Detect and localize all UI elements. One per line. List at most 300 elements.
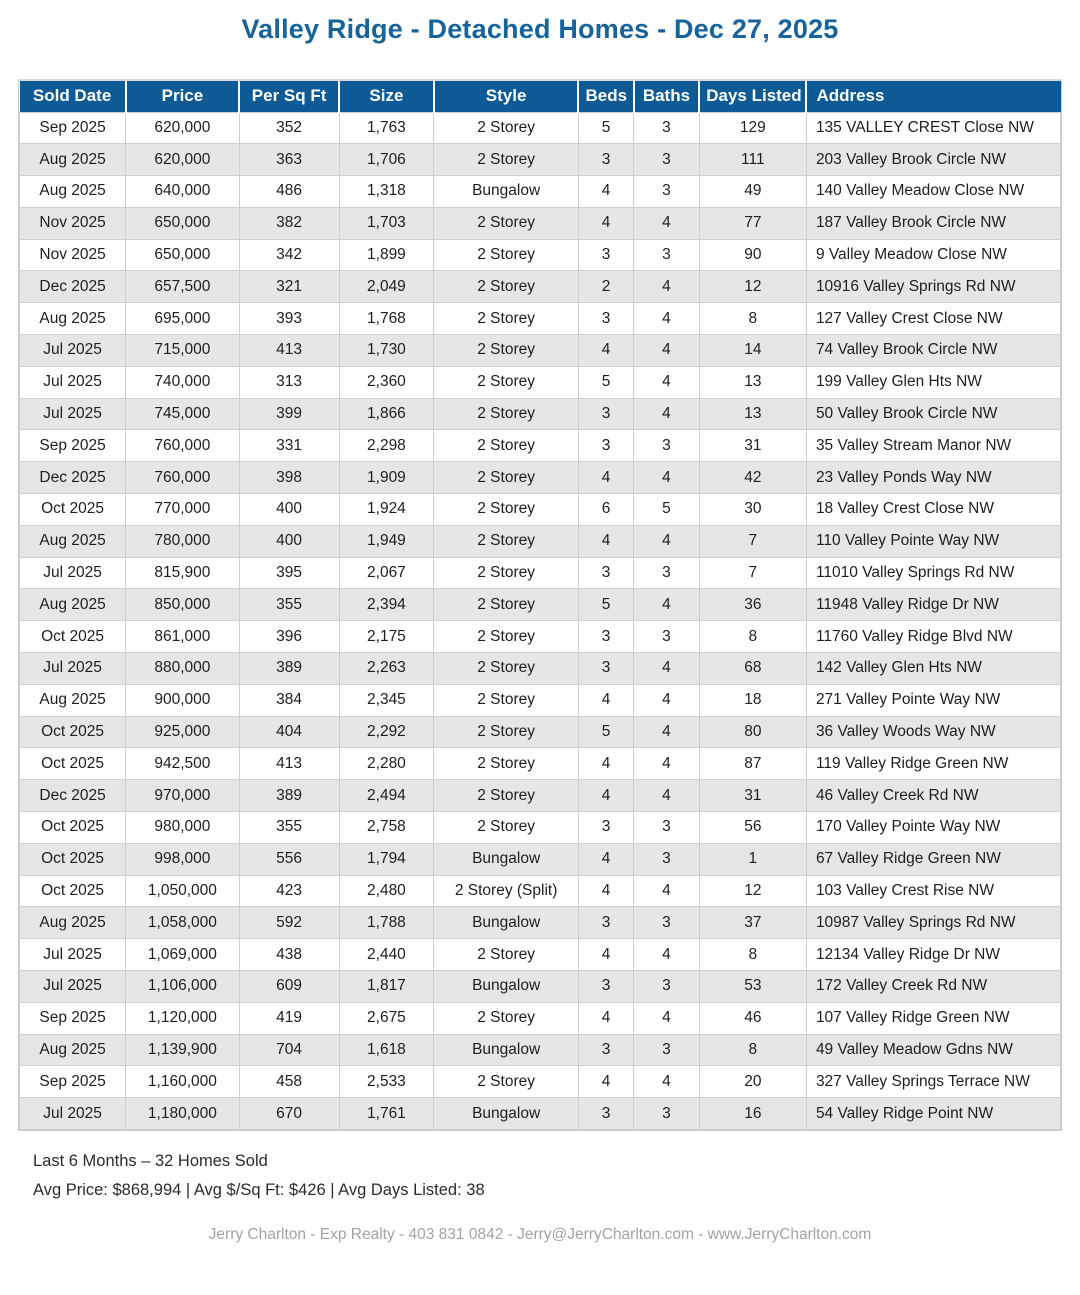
cell-style: Bungalow [434,1034,579,1066]
cell-baths: 4 [634,303,700,335]
table-row [20,748,1061,780]
cell-size: 1,730 [339,335,434,367]
cell-baths: 3 [634,621,700,653]
cell-price: 925,000 [126,716,239,748]
cell-days_listed: 56 [699,812,806,844]
cell-style: 2 Storey [434,398,579,430]
table-row [20,907,1061,939]
table-row [20,144,1061,176]
cell-per_sq_ft: 355 [239,812,339,844]
cell-per_sq_ft: 400 [239,525,339,557]
cell-address: 10987 Valley Springs Rd NW [806,907,1060,939]
cell-per_sq_ft: 398 [239,462,339,494]
cell-days_listed: 42 [699,462,806,494]
cell-sold_date: Aug 2025 [20,1034,126,1066]
summary-homes-sold: Last 6 Months – 32 Homes Sold [33,1152,268,1170]
cell-address: 23 Valley Ponds Way NW [806,462,1060,494]
table-row [20,430,1061,462]
cell-style: 2 Storey [434,589,579,621]
column-header-days_listed: Days Listed [699,81,806,112]
cell-size: 1,817 [339,971,434,1003]
column-header-baths: Baths [634,81,700,112]
cell-sold_date: Oct 2025 [20,812,126,844]
cell-sold_date: Oct 2025 [20,621,126,653]
cell-price: 1,058,000 [126,907,239,939]
cell-days_listed: 13 [699,366,806,398]
cell-beds: 4 [578,1066,633,1098]
cell-days_listed: 8 [699,939,806,971]
cell-per_sq_ft: 384 [239,684,339,716]
cell-baths: 3 [634,144,700,176]
cell-beds: 4 [578,525,633,557]
cell-sold_date: Aug 2025 [20,144,126,176]
footer-contact: Jerry Charlton - Exp Realty - 403 831 0842 - Jerry@JerryCharlton.com - www.JerryCharlton.com [208,1225,872,1243]
cell-style: 2 Storey [434,748,579,780]
cell-baths: 4 [634,1002,700,1034]
table-row [20,716,1061,748]
cell-style: 2 Storey [434,303,579,335]
cell-days_listed: 77 [699,207,806,239]
cell-days_listed: 20 [699,1066,806,1098]
cell-price: 715,000 [126,335,239,367]
cell-style: Bungalow [434,176,579,208]
cell-per_sq_ft: 395 [239,557,339,589]
cell-style: 2 Storey [434,335,579,367]
table-row [20,494,1061,526]
cell-baths: 4 [634,653,700,685]
cell-baths: 4 [634,525,700,557]
cell-beds: 4 [578,207,633,239]
cell-beds: 4 [578,684,633,716]
cell-per_sq_ft: 400 [239,494,339,526]
cell-per_sq_ft: 396 [239,621,339,653]
cell-style: 2 Storey [434,144,579,176]
table-row [20,780,1061,812]
cell-sold_date: Jul 2025 [20,398,126,430]
cell-beds: 3 [578,239,633,271]
column-header-size: Size [339,81,434,112]
cell-style: 2 Storey [434,430,579,462]
column-header-style: Style [434,81,579,112]
cell-size: 2,298 [339,430,434,462]
cell-days_listed: 12 [699,271,806,303]
cell-sold_date: Jul 2025 [20,335,126,367]
cell-per_sq_ft: 389 [239,780,339,812]
cell-address: 127 Valley Crest Close NW [806,303,1060,335]
table-row [20,875,1061,907]
cell-beds: 3 [578,653,633,685]
cell-per_sq_ft: 321 [239,271,339,303]
cell-days_listed: 49 [699,176,806,208]
table-row [20,812,1061,844]
cell-price: 1,120,000 [126,1002,239,1034]
cell-baths: 4 [634,366,700,398]
cell-baths: 3 [634,1034,700,1066]
cell-baths: 3 [634,907,700,939]
cell-days_listed: 13 [699,398,806,430]
sales-table [19,81,1061,1130]
cell-address: 142 Valley Glen Hts NW [806,653,1060,685]
cell-price: 1,139,900 [126,1034,239,1066]
cell-days_listed: 8 [699,1034,806,1066]
table-row [20,271,1061,303]
cell-sold_date: Aug 2025 [20,684,126,716]
cell-days_listed: 87 [699,748,806,780]
cell-per_sq_ft: 404 [239,716,339,748]
cell-sold_date: Nov 2025 [20,207,126,239]
cell-style: 2 Storey [434,271,579,303]
cell-style: 2 Storey [434,684,579,716]
cell-sold_date: Aug 2025 [20,303,126,335]
cell-price: 1,069,000 [126,939,239,971]
summary-block [33,1153,1080,1200]
cell-style: Bungalow [434,843,579,875]
cell-beds: 3 [578,907,633,939]
cell-days_listed: 16 [699,1098,806,1130]
cell-sold_date: Sep 2025 [20,1002,126,1034]
cell-price: 880,000 [126,653,239,685]
column-header-per_sq_ft: Per Sq Ft [239,81,339,112]
cell-days_listed: 111 [699,144,806,176]
table-row [20,939,1061,971]
cell-beds: 3 [578,398,633,430]
table-row [20,1066,1061,1098]
cell-size: 2,394 [339,589,434,621]
cell-style: Bungalow [434,971,579,1003]
cell-style: 2 Storey [434,366,579,398]
cell-days_listed: 8 [699,303,806,335]
cell-price: 640,000 [126,176,239,208]
cell-sold_date: Dec 2025 [20,271,126,303]
cell-size: 2,440 [339,939,434,971]
cell-per_sq_ft: 486 [239,176,339,208]
table-row [20,1034,1061,1066]
cell-style: 2 Storey [434,525,579,557]
table-row [20,1002,1061,1034]
cell-beds: 3 [578,144,633,176]
cell-size: 1,318 [339,176,434,208]
cell-size: 1,794 [339,843,434,875]
cell-beds: 4 [578,462,633,494]
column-header-sold_date: Sold Date [20,81,126,112]
summary-averages: Avg Price: $868,994 | Avg $/Sq Ft: $426 | Avg Days Listed: 38 [33,1181,485,1200]
cell-style: 2 Storey [434,112,579,144]
table-row [20,176,1061,208]
cell-sold_date: Sep 2025 [20,112,126,144]
cell-per_sq_ft: 331 [239,430,339,462]
cell-baths: 3 [634,812,700,844]
cell-per_sq_ft: 413 [239,748,339,780]
table-row [20,112,1061,144]
cell-style: 2 Storey (Split) [434,875,579,907]
cell-baths: 4 [634,684,700,716]
cell-sold_date: Jul 2025 [20,653,126,685]
cell-beds: 5 [578,112,633,144]
cell-days_listed: 1 [699,843,806,875]
cell-price: 740,000 [126,366,239,398]
cell-size: 1,899 [339,239,434,271]
cell-price: 815,900 [126,557,239,589]
cell-address: 9 Valley Meadow Close NW [806,239,1060,271]
cell-size: 1,949 [339,525,434,557]
cell-address: 110 Valley Pointe Way NW [806,525,1060,557]
cell-beds: 4 [578,748,633,780]
cell-days_listed: 18 [699,684,806,716]
table-row [20,335,1061,367]
cell-address: 74 Valley Brook Circle NW [806,335,1060,367]
sales-table-container [18,79,1062,1131]
cell-per_sq_ft: 458 [239,1066,339,1098]
cell-size: 2,280 [339,748,434,780]
cell-sold_date: Nov 2025 [20,239,126,271]
cell-style: 2 Storey [434,939,579,971]
cell-size: 1,788 [339,907,434,939]
cell-address: 46 Valley Creek Rd NW [806,780,1060,812]
cell-address: 10916 Valley Springs Rd NW [806,271,1060,303]
cell-size: 1,768 [339,303,434,335]
cell-address: 170 Valley Pointe Way NW [806,812,1060,844]
column-header-address: Address [806,81,1060,112]
cell-address: 12134 Valley Ridge Dr NW [806,939,1060,971]
cell-size: 2,175 [339,621,434,653]
table-row [20,557,1061,589]
cell-baths: 4 [634,462,700,494]
cell-price: 1,160,000 [126,1066,239,1098]
cell-address: 203 Valley Brook Circle NW [806,144,1060,176]
cell-size: 1,761 [339,1098,434,1130]
cell-beds: 4 [578,176,633,208]
cell-address: 54 Valley Ridge Point NW [806,1098,1060,1130]
cell-size: 1,866 [339,398,434,430]
cell-sold_date: Aug 2025 [20,907,126,939]
cell-days_listed: 80 [699,716,806,748]
cell-size: 1,909 [339,462,434,494]
cell-per_sq_ft: 704 [239,1034,339,1066]
cell-style: 2 Storey [434,207,579,239]
cell-beds: 5 [578,716,633,748]
column-header-beds: Beds [578,81,633,112]
cell-style: Bungalow [434,907,579,939]
cell-baths: 4 [634,1066,700,1098]
cell-sold_date: Oct 2025 [20,494,126,526]
cell-baths: 3 [634,971,700,1003]
cell-style: 2 Storey [434,653,579,685]
cell-per_sq_ft: 352 [239,112,339,144]
cell-baths: 4 [634,716,700,748]
table-header-row [20,81,1061,112]
table-row [20,366,1061,398]
cell-days_listed: 7 [699,557,806,589]
cell-beds: 3 [578,430,633,462]
cell-sold_date: Sep 2025 [20,430,126,462]
cell-beds: 5 [578,366,633,398]
cell-days_listed: 14 [699,335,806,367]
table-row [20,239,1061,271]
cell-sold_date: Oct 2025 [20,716,126,748]
cell-style: Bungalow [434,1098,579,1130]
cell-price: 850,000 [126,589,239,621]
cell-sold_date: Oct 2025 [20,843,126,875]
cell-price: 1,106,000 [126,971,239,1003]
cell-address: 172 Valley Creek Rd NW [806,971,1060,1003]
cell-beds: 6 [578,494,633,526]
cell-price: 760,000 [126,430,239,462]
table-row [20,1098,1061,1130]
cell-days_listed: 12 [699,875,806,907]
cell-beds: 4 [578,939,633,971]
cell-address: 119 Valley Ridge Green NW [806,748,1060,780]
cell-size: 2,480 [339,875,434,907]
cell-days_listed: 31 [699,780,806,812]
cell-style: 2 Storey [434,462,579,494]
cell-days_listed: 36 [699,589,806,621]
table-row [20,621,1061,653]
cell-days_listed: 30 [699,494,806,526]
cell-size: 2,758 [339,812,434,844]
cell-per_sq_ft: 423 [239,875,339,907]
cell-beds: 5 [578,589,633,621]
table-row [20,398,1061,430]
cell-address: 199 Valley Glen Hts NW [806,366,1060,398]
cell-style: 2 Storey [434,239,579,271]
cell-price: 861,000 [126,621,239,653]
cell-per_sq_ft: 363 [239,144,339,176]
cell-days_listed: 31 [699,430,806,462]
cell-sold_date: Jul 2025 [20,971,126,1003]
cell-address: 11948 Valley Ridge Dr NW [806,589,1060,621]
cell-per_sq_ft: 609 [239,971,339,1003]
cell-baths: 4 [634,589,700,621]
table-row [20,303,1061,335]
page-title: Valley Ridge - Detached Homes - Dec 27, 2025 [241,14,839,44]
cell-size: 2,067 [339,557,434,589]
table-row [20,462,1061,494]
table-row [20,684,1061,716]
cell-baths: 4 [634,207,700,239]
cell-price: 695,000 [126,303,239,335]
cell-per_sq_ft: 556 [239,843,339,875]
cell-price: 650,000 [126,207,239,239]
cell-sold_date: Jul 2025 [20,366,126,398]
cell-baths: 4 [634,398,700,430]
cell-baths: 3 [634,176,700,208]
cell-price: 900,000 [126,684,239,716]
cell-days_listed: 68 [699,653,806,685]
cell-beds: 3 [578,971,633,1003]
cell-price: 620,000 [126,144,239,176]
table-row [20,843,1061,875]
cell-per_sq_ft: 438 [239,939,339,971]
table-row [20,653,1061,685]
cell-style: 2 Storey [434,780,579,812]
cell-price: 657,500 [126,271,239,303]
cell-size: 2,292 [339,716,434,748]
cell-sold_date: Oct 2025 [20,875,126,907]
cell-baths: 4 [634,271,700,303]
cell-size: 2,533 [339,1066,434,1098]
cell-address: 36 Valley Woods Way NW [806,716,1060,748]
cell-price: 745,000 [126,398,239,430]
cell-address: 103 Valley Crest Rise NW [806,875,1060,907]
table-row [20,589,1061,621]
cell-address: 18 Valley Crest Close NW [806,494,1060,526]
cell-style: 2 Storey [434,621,579,653]
cell-price: 770,000 [126,494,239,526]
table-body [20,112,1061,1130]
cell-price: 620,000 [126,112,239,144]
table-row [20,525,1061,557]
cell-address: 50 Valley Brook Circle NW [806,398,1060,430]
column-header-price: Price [126,81,239,112]
cell-sold_date: Aug 2025 [20,176,126,208]
cell-beds: 3 [578,812,633,844]
cell-baths: 4 [634,875,700,907]
cell-beds: 3 [578,1034,633,1066]
cell-address: 49 Valley Meadow Gdns NW [806,1034,1060,1066]
cell-style: 2 Storey [434,1002,579,1034]
cell-size: 1,703 [339,207,434,239]
cell-beds: 2 [578,271,633,303]
cell-per_sq_ft: 342 [239,239,339,271]
cell-sold_date: Jul 2025 [20,557,126,589]
cell-baths: 3 [634,430,700,462]
cell-address: 187 Valley Brook Circle NW [806,207,1060,239]
cell-baths: 3 [634,239,700,271]
cell-sold_date: Aug 2025 [20,589,126,621]
cell-style: 2 Storey [434,494,579,526]
cell-beds: 4 [578,843,633,875]
cell-per_sq_ft: 389 [239,653,339,685]
cell-price: 1,180,000 [126,1098,239,1130]
cell-size: 2,345 [339,684,434,716]
cell-sold_date: Oct 2025 [20,748,126,780]
cell-size: 2,494 [339,780,434,812]
cell-beds: 4 [578,335,633,367]
cell-style: 2 Storey [434,1066,579,1098]
cell-per_sq_ft: 419 [239,1002,339,1034]
cell-address: 140 Valley Meadow Close NW [806,176,1060,208]
cell-baths: 3 [634,557,700,589]
cell-address: 135 VALLEY CREST Close NW [806,112,1060,144]
cell-baths: 4 [634,939,700,971]
cell-sold_date: Dec 2025 [20,780,126,812]
cell-per_sq_ft: 413 [239,335,339,367]
cell-style: 2 Storey [434,812,579,844]
cell-days_listed: 37 [699,907,806,939]
cell-per_sq_ft: 393 [239,303,339,335]
cell-address: 271 Valley Pointe Way NW [806,684,1060,716]
cell-style: 2 Storey [434,557,579,589]
cell-size: 2,049 [339,271,434,303]
cell-days_listed: 129 [699,112,806,144]
table-row [20,207,1061,239]
cell-days_listed: 7 [699,525,806,557]
cell-address: 35 Valley Stream Manor NW [806,430,1060,462]
cell-per_sq_ft: 355 [239,589,339,621]
cell-price: 970,000 [126,780,239,812]
cell-price: 780,000 [126,525,239,557]
cell-size: 1,924 [339,494,434,526]
cell-beds: 3 [578,303,633,335]
cell-price: 1,050,000 [126,875,239,907]
cell-price: 998,000 [126,843,239,875]
cell-per_sq_ft: 382 [239,207,339,239]
cell-baths: 3 [634,1098,700,1130]
cell-beds: 4 [578,1002,633,1034]
cell-sold_date: Jul 2025 [20,1098,126,1130]
cell-address: 11760 Valley Ridge Blvd NW [806,621,1060,653]
cell-baths: 4 [634,780,700,812]
